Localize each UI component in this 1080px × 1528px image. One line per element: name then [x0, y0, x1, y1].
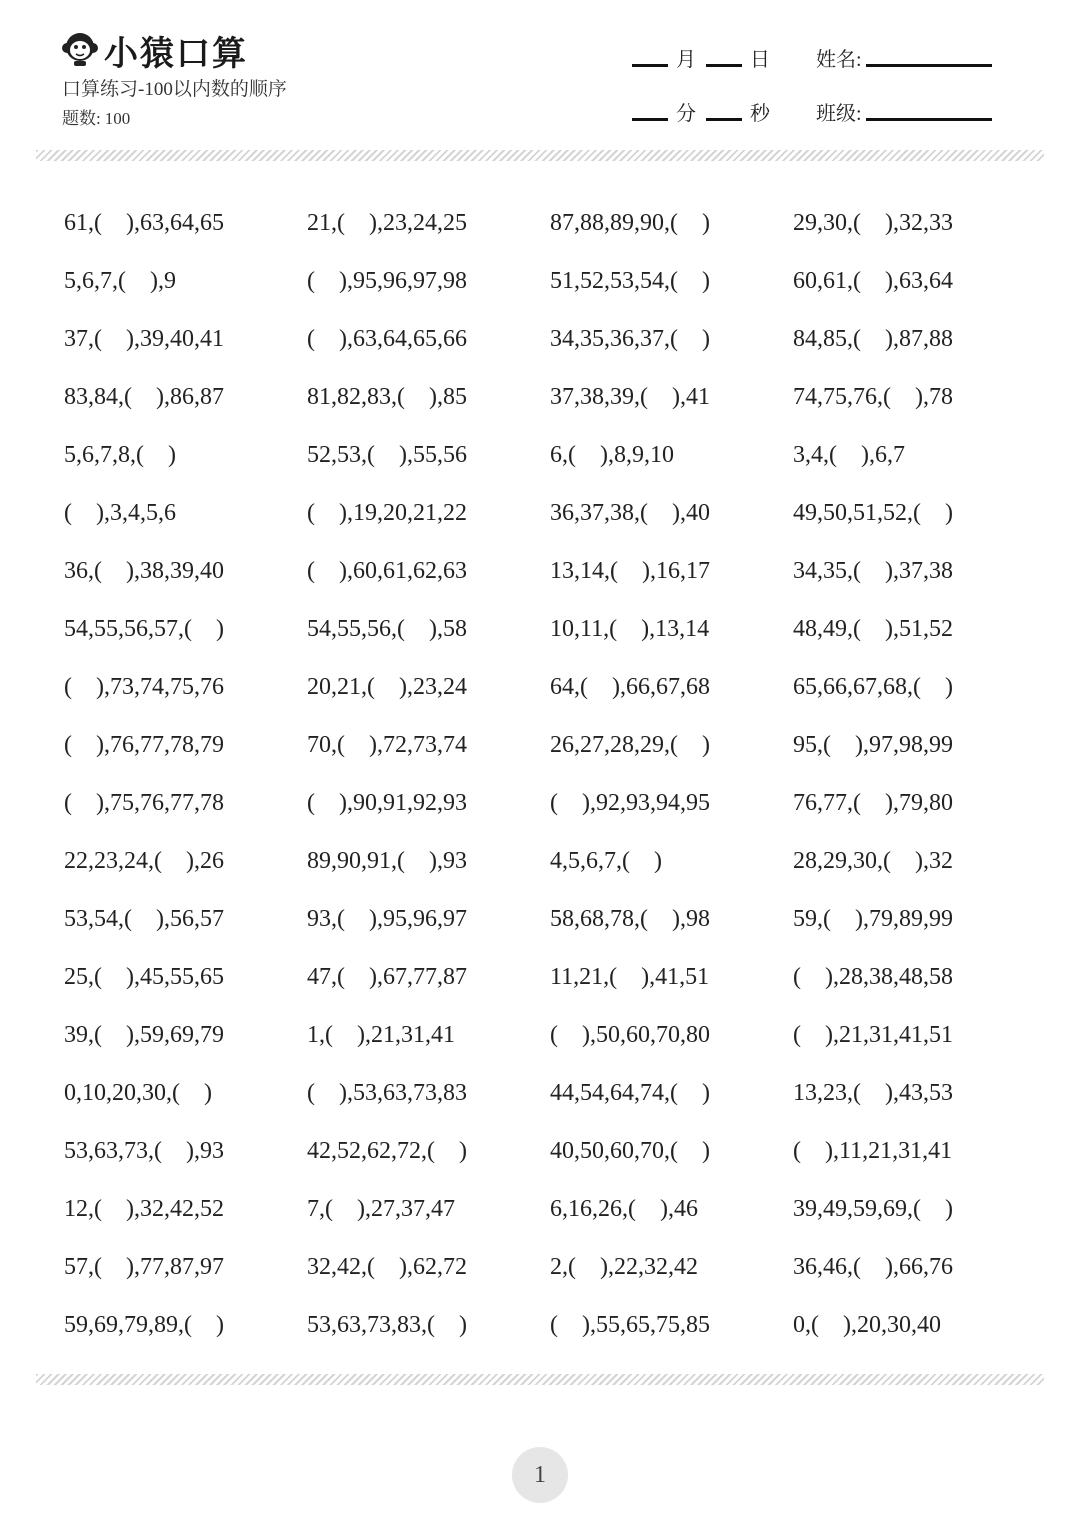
problem-item: ( ),75,76,77,78	[64, 789, 224, 816]
problem-item: 59,( ),79,89,99	[793, 905, 953, 932]
problem-item: 70,( ),72,73,74	[307, 731, 467, 758]
problem-item: 51,52,53,54,( )	[550, 267, 710, 294]
problem-item: 53,63,73,83,( )	[307, 1311, 467, 1338]
problem-item: 12,( ),32,42,52	[64, 1195, 224, 1222]
problem-item: 57,( ),77,87,97	[64, 1253, 224, 1280]
problem-item: 76,77,( ),79,80	[793, 789, 953, 816]
problem-item: 2,( ),22,32,42	[550, 1253, 698, 1280]
problem-item: ( ),19,20,21,22	[307, 499, 467, 526]
problem-item: 34,35,( ),37,38	[793, 557, 953, 584]
problem-item: 28,29,30,( ),32	[793, 847, 953, 874]
date-name-row	[632, 42, 992, 72]
problem-item: 84,85,( ),87,88	[793, 325, 953, 352]
problem-item: ( ),76,77,78,79	[64, 731, 224, 758]
class-label: 班级:	[816, 102, 862, 125]
problem-item: 64,( ),66,67,68	[550, 673, 710, 700]
problem-item: 74,75,76,( ),78	[793, 383, 953, 410]
problem-grid	[64, 194, 1024, 1354]
problem-item: 11,21,( ),41,51	[550, 963, 710, 990]
problem-item: 7,( ),27,37,47	[307, 1195, 455, 1222]
top-divider	[36, 150, 1044, 161]
problem-item: ( ),50,60,70,80	[550, 1021, 710, 1048]
problem-item: 52,53,( ),55,56	[307, 441, 467, 468]
problem-item: 53,54,( ),56,57	[64, 905, 224, 932]
problem-item: 21,( ),23,24,25	[307, 209, 467, 236]
question-count	[62, 104, 130, 129]
problem-item: 36,46,( ),66,76	[793, 1253, 953, 1280]
problem-item: 37,( ),39,40,41	[64, 325, 224, 352]
problem-item: 81,82,83,( ),85	[307, 383, 467, 410]
problem-item: ( ),60,61,62,63	[307, 557, 467, 584]
minute-label: 分	[676, 102, 696, 125]
worksheet-header	[0, 0, 1080, 150]
name-blank[interactable]	[866, 48, 992, 67]
problem-item: 61,( ),63,64,65	[64, 209, 224, 236]
problem-item: ( ),73,74,75,76	[64, 673, 224, 700]
bottom-divider	[36, 1374, 1044, 1385]
problem-item: ( ),28,38,48,58	[793, 963, 953, 990]
problem-item: 6,( ),8,9,10	[550, 441, 674, 468]
problem-item: 60,61,( ),63,64	[793, 267, 953, 294]
problem-item: 22,23,24,( ),26	[64, 847, 224, 874]
problem-item: 0,10,20,30,( )	[64, 1079, 212, 1106]
problem-item: 1,( ),21,31,41	[307, 1021, 455, 1048]
problem-item: 42,52,62,72,( )	[307, 1137, 467, 1164]
problem-item: 3,4,( ),6,7	[793, 441, 905, 468]
problem-item: ( ),92,93,94,95	[550, 789, 710, 816]
problem-item: 0,( ),20,30,40	[793, 1311, 941, 1338]
problem-item: 95,( ),97,98,99	[793, 731, 953, 758]
problem-item: 34,35,36,37,( )	[550, 325, 710, 352]
second-blank[interactable]	[706, 102, 742, 121]
problem-item: 20,21,( ),23,24	[307, 673, 467, 700]
problem-item: 54,55,56,( ),58	[307, 615, 467, 642]
problem-item: 26,27,28,29,( )	[550, 731, 710, 758]
problem-item: 36,( ),38,39,40	[64, 557, 224, 584]
problem-item: 89,90,91,( ),93	[307, 847, 467, 874]
problem-item: 44,54,64,74,( )	[550, 1079, 710, 1106]
minute-blank[interactable]	[632, 102, 668, 121]
problem-item: 6,16,26,( ),46	[550, 1195, 698, 1222]
problem-item: 87,88,89,90,( )	[550, 209, 710, 236]
problem-item: 36,37,38,( ),40	[550, 499, 710, 526]
problem-item: ( ),3,4,5,6	[64, 499, 176, 526]
problem-item: 58,68,78,( ),98	[550, 905, 710, 932]
month-label: 月	[676, 48, 696, 71]
name-label: 姓名:	[816, 48, 862, 71]
problem-item: 37,38,39,( ),41	[550, 383, 710, 410]
problem-item: 5,6,7,( ),9	[64, 267, 176, 294]
problem-item: 47,( ),67,77,87	[307, 963, 467, 990]
problem-item: 59,69,79,89,( )	[64, 1311, 224, 1338]
problem-item: 93,( ),95,96,97	[307, 905, 467, 932]
month-blank[interactable]	[632, 48, 668, 67]
second-label: 秒	[750, 102, 770, 125]
problem-item: 4,5,6,7,( )	[550, 847, 662, 874]
question-count-label: 题数:	[62, 109, 101, 128]
problem-item: 25,( ),45,55,65	[64, 963, 224, 990]
page-number: 1	[512, 1447, 568, 1503]
worksheet-subtitle: 口算练习-100以内数的顺序	[62, 79, 287, 100]
problem-item: 10,11,( ),13,14	[550, 615, 710, 642]
problem-item: 13,14,( ),16,17	[550, 557, 710, 584]
problem-item: 40,50,60,70,( )	[550, 1137, 710, 1164]
problem-item: ( ),63,64,65,66	[307, 325, 467, 352]
problem-item: 54,55,56,57,( )	[64, 615, 224, 642]
problem-item: 5,6,7,8,( )	[64, 441, 176, 468]
question-count-value: 100	[104, 109, 131, 128]
monkey-icon	[60, 28, 100, 73]
problem-item: 39,( ),59,69,79	[64, 1021, 224, 1048]
problem-item: ( ),90,91,92,93	[307, 789, 467, 816]
problem-item: 83,84,( ),86,87	[64, 383, 224, 410]
problem-item: ( ),53,63,73,83	[307, 1079, 467, 1106]
time-class-row	[632, 96, 992, 126]
problem-item: 13,23,( ),43,53	[793, 1079, 953, 1106]
problem-item: ( ),11,21,31,41	[793, 1137, 953, 1164]
problem-item: ( ),95,96,97,98	[307, 267, 467, 294]
day-blank[interactable]	[706, 48, 742, 67]
problem-item: 65,66,67,68,( )	[793, 673, 953, 700]
class-blank[interactable]	[866, 102, 992, 121]
problem-item: ( ),55,65,75,85	[550, 1311, 710, 1338]
problem-item: ( ),21,31,41,51	[793, 1021, 953, 1048]
brand	[60, 26, 248, 75]
problem-item: 39,49,59,69,( )	[793, 1195, 953, 1222]
day-label: 日	[750, 48, 770, 71]
problem-item: 32,42,( ),62,72	[307, 1253, 467, 1280]
problem-item: 48,49,( ),51,52	[793, 615, 953, 642]
brand-name: 小猿口算	[104, 34, 248, 74]
problem-item: 53,63,73,( ),93	[64, 1137, 224, 1164]
problem-item: 29,30,( ),32,33	[793, 209, 953, 236]
problem-item: 49,50,51,52,( )	[793, 499, 953, 526]
